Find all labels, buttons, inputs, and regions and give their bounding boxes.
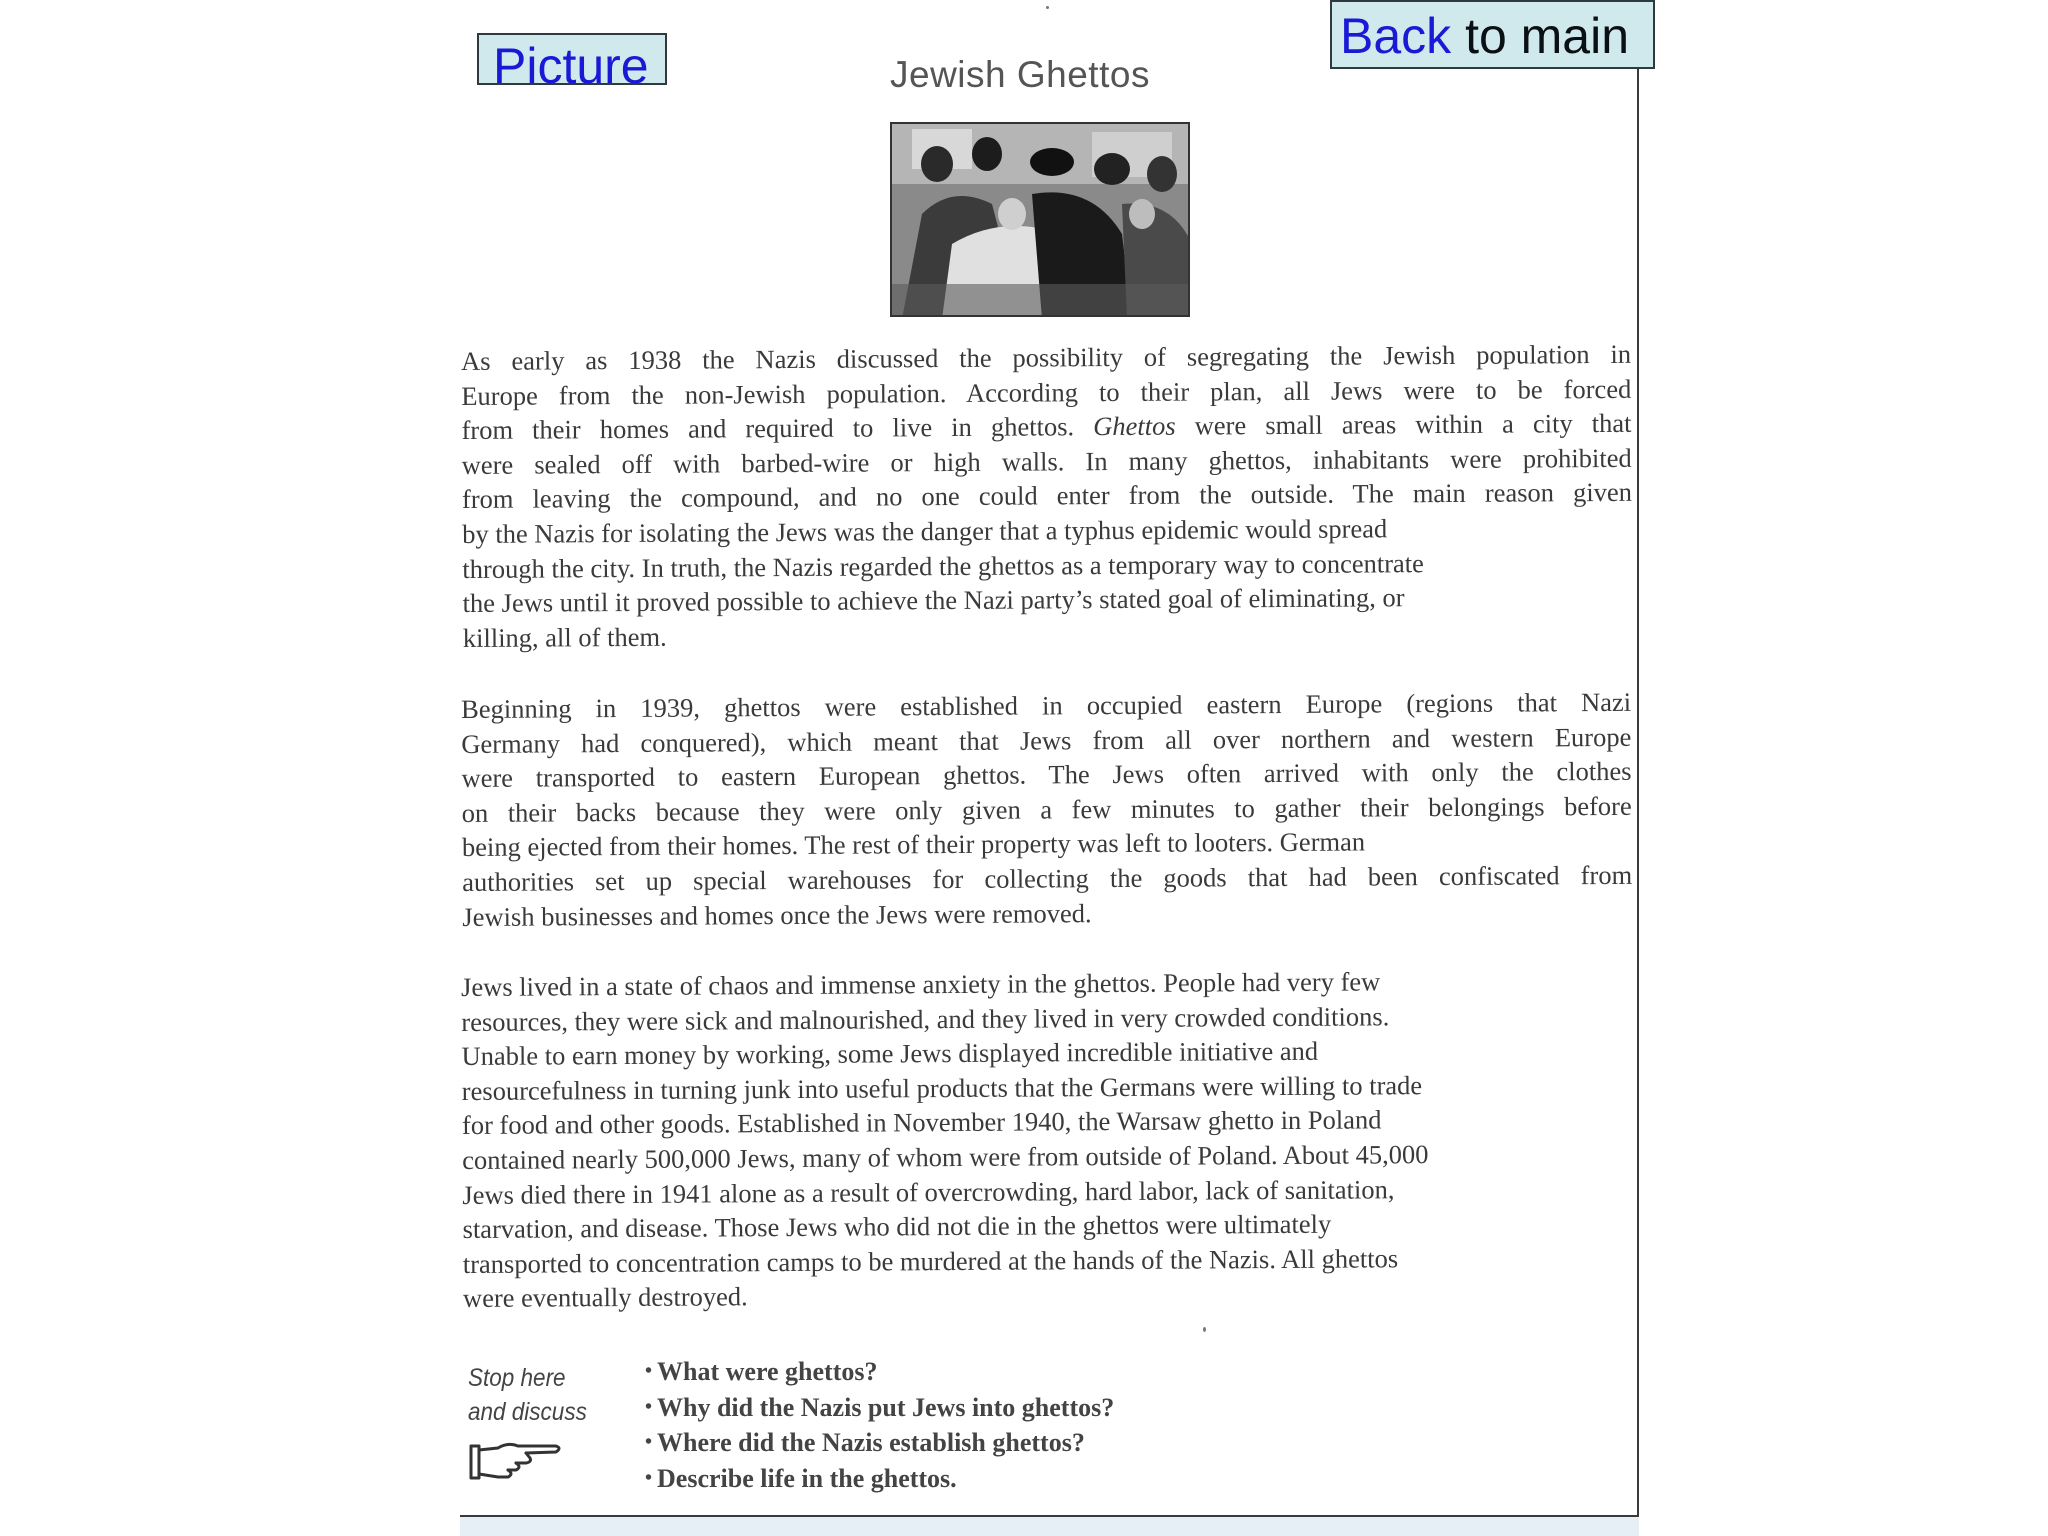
text-line: Unable to earn money by working, some Jews displayed incredible initiative and bbox=[461, 1035, 1319, 1072]
text-line: from leaving the compound, and no one could enter from the outside. The main reason given bbox=[461, 477, 1633, 515]
paragraph-1 bbox=[461, 337, 1633, 655]
question-item: • Describe life in the ghettos. bbox=[645, 1461, 1114, 1497]
text-line: authorities set up special warehouses for collecting the goods that had been confiscated from bbox=[462, 859, 1633, 897]
text-line: Jews died there in 1941 alone as a result of overcrowding, hard labor, lack of sanitation, bbox=[462, 1173, 1395, 1210]
text-line: by the Nazis for isolating the Jews was the danger that a typhus epidemic would spread bbox=[462, 513, 1388, 549]
back-rest-text: to main bbox=[1451, 8, 1630, 64]
text-line: contained nearly 500,000 Jews, many of whom were from outside of Poland. About 45,000 bbox=[462, 1139, 1429, 1175]
text-line: being ejected from their homes. The rest of their property was left to looters. German bbox=[461, 826, 1366, 863]
text-line: Jews lived in a state of chaos and immense anxiety in the ghettos. People had very few bbox=[461, 966, 1381, 1002]
picture-button[interactable]: Picture bbox=[477, 33, 667, 85]
stop-here-line-2: and discuss bbox=[468, 1398, 587, 1426]
text-line: on their backs because they were only given a few minutes to gather their belongings before bbox=[461, 790, 1632, 828]
text-line: resources, they were sick and malnourished, and they lived in very crowded conditions. bbox=[461, 1000, 1390, 1037]
discussion-questions bbox=[645, 1354, 1114, 1496]
stop-here-line-1: Stop here bbox=[468, 1364, 566, 1392]
text-line: were eventually destroyed. bbox=[462, 1281, 748, 1314]
question-item: • Where did the Nazis establish ghettos? bbox=[645, 1425, 1114, 1461]
text-line: the Jews until it proved possible to achieve the Nazi party’s stated goal of eliminating, or bbox=[462, 582, 1405, 619]
text-line: Jewish businesses and homes once the Jews were removed. bbox=[462, 897, 1092, 932]
question-item: • What were ghettos? bbox=[645, 1354, 1114, 1390]
text-line: Europe from the non-Jewish population. According to their plan, all Jews were to be forced bbox=[461, 373, 1632, 411]
scan-speck bbox=[1046, 6, 1049, 9]
text-line: killing, all of them. bbox=[462, 621, 667, 653]
italic-term: Ghettos bbox=[1093, 410, 1176, 442]
ghetto-photo bbox=[890, 122, 1190, 317]
scan-speck bbox=[1203, 1327, 1206, 1332]
text-line: resourcefulness in turning junk into useful products that the Germans were willing to trade bbox=[461, 1069, 1423, 1106]
footer-strip bbox=[460, 1517, 1639, 1536]
text-line: were sealed off with barbed-wire or high walls. In many ghettos, inhabitants were prohibited bbox=[461, 442, 1632, 480]
stop-here-label bbox=[468, 1361, 587, 1429]
text-line: As early as 1938 the Nazis discussed the possibility of segregating the Jewish population in bbox=[461, 338, 1632, 376]
back-link-text[interactable]: Back bbox=[1340, 8, 1452, 64]
text-line: through the city. In truth, the Nazis regarded the ghettos as a temporary way to concentrate bbox=[462, 547, 1424, 584]
text-line: for food and other goods. Established in November 1940, the Warsaw ghetto in Poland bbox=[461, 1104, 1382, 1141]
text-line: Beginning in 1939, ghettos were established in occupied eastern Europe (regions that Nazi bbox=[461, 686, 1632, 724]
paragraph-3 bbox=[461, 963, 1633, 1316]
paragraph-2 bbox=[461, 685, 1632, 934]
text-line: starvation, and disease. Those Jews who did not die in the ghettos were ultimately bbox=[462, 1208, 1332, 1245]
pointing-hand-icon bbox=[468, 1436, 564, 1486]
back-to-main-button[interactable] bbox=[1330, 0, 1655, 69]
question-item: • Why did the Nazis put Jews into ghettos? bbox=[645, 1390, 1114, 1426]
text-line: were transported to eastern European ghettos. The Jews often arrived with only the clothes bbox=[461, 756, 1632, 794]
text-line: Germany had conquered), which meant that Jews from all over northern and western Europe bbox=[461, 721, 1632, 759]
text-line: from their homes and required to live in ghettos. Ghettos were small areas within a city that bbox=[461, 408, 1632, 446]
document-title: Jewish Ghettos bbox=[890, 54, 1150, 95]
text-line: transported to concentration camps to be murdered at the hands of the Nazis. All ghettos bbox=[462, 1243, 1399, 1279]
